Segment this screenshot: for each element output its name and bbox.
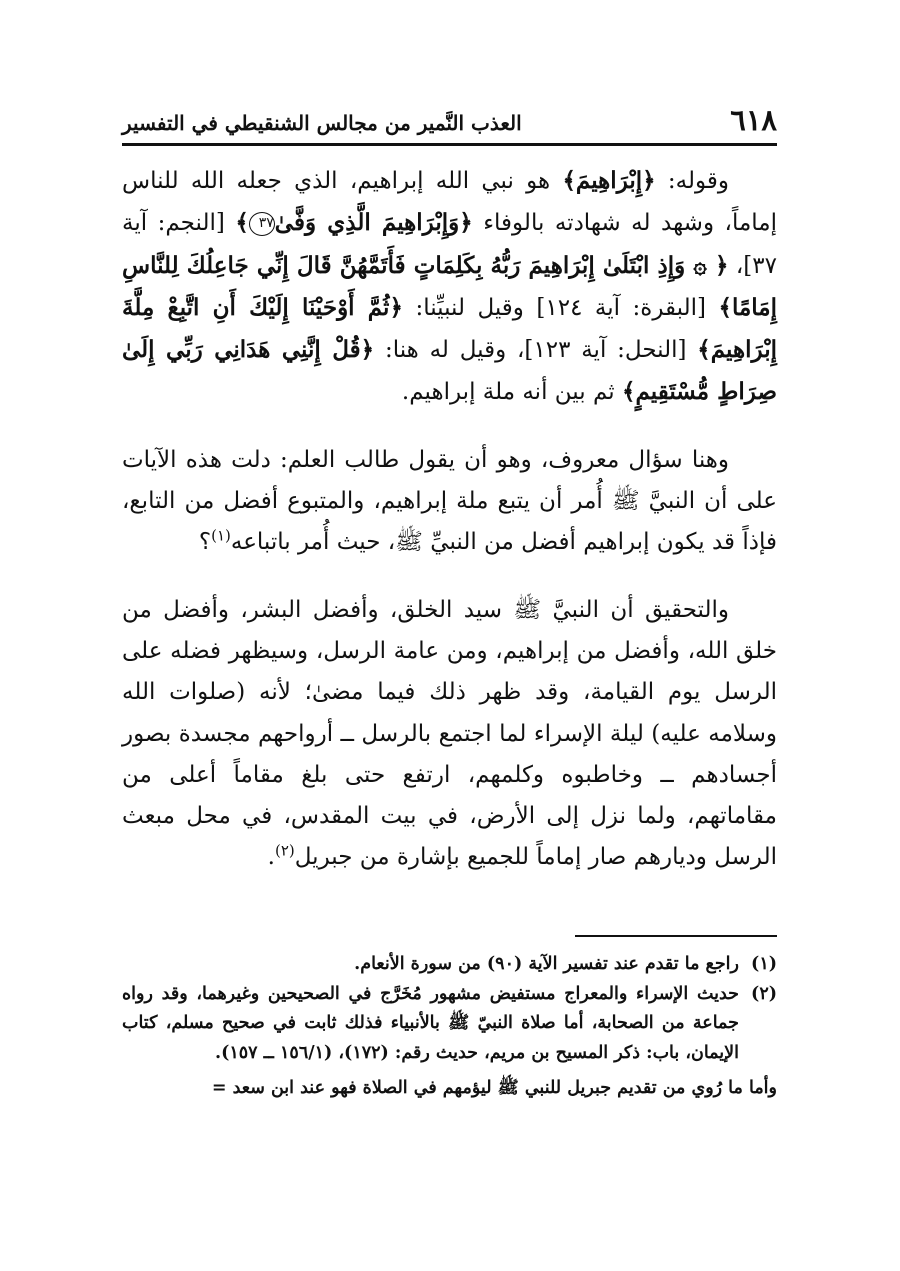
- footnotes: [122, 950, 777, 1104]
- footnote-continuation: وأما ما رُوي من تقديم جبريل للنبي ﷺ ليؤمهم في الصلاة فهو عند ابن سعد =: [211, 1078, 777, 1098]
- footnote-2: [122, 980, 777, 1069]
- running-title: العذب النَّمير من مجالس الشنقيطي في التفسير: [122, 111, 522, 135]
- text-segment: [النجم: آية ٣٧]،: [122, 210, 777, 279]
- paragraph-2: [122, 440, 777, 564]
- text-segment: وقوله:: [655, 168, 730, 194]
- main-text: [122, 160, 777, 879]
- text-segment: وهنا سؤال معروف، وهو أن يقول طالب العلم: دلت هذه الآيات على أن النبيَّ ﷺ أُمر أن يتبع ملة إبراهيم، والمتبوع أفضل من التابع، فإذاً قد يكون إبراهيم أفضل من النبيِّ ﷺ، حيث أُمر باتباعه: [122, 446, 777, 556]
- text-segment: .: [267, 844, 275, 871]
- page-number: ٦١٨: [730, 103, 777, 137]
- footnote-text: راجع ما تقدم عند تفسير الآية (٩٠) من سورة الأنعام.: [354, 954, 739, 974]
- footnote-number: (١): [751, 954, 777, 974]
- text-segment: ثم بين أنه ملة إبراهيم.: [401, 379, 622, 406]
- quran-quote: ﴿ثُمَّ أَوْحَيْنَا إِلَيْكَ أَنِ اتَّبِعْ مِلَّةَ إِبْرَاهِيمَ﴾: [122, 293, 777, 364]
- paragraph-3: [122, 590, 777, 879]
- quran-quote: ﴿ ۞ وَإِذِ ابْتَلَىٰ إِبْرَاهِيمَ رَبُّهُ بِكَلِمَاتٍ فَأَتَمَّهُنَّ قَالَ إِنِّي جَاعِلُكَ لِلنَّاسِ إِمَامًا﴾: [122, 251, 777, 321]
- footnote-text: حديث الإسراء والمعراج مستفيض مشهور مُخَرَّج في الصحيحين وغيرهما، وقد رواه جماعة من الصحابة، أما صلاة النبيّ ﷺ بالأنبياء فذلك ثابت في صحيح مسلم، كتاب الإيمان، باب: ذكر المسيح بن مريم، حديث رقم: (١٧٢)، (١٥٦/١ ــ ١٥٧).: [122, 983, 739, 1063]
- footnote-separator: [575, 935, 777, 937]
- footnote-ref-2[interactable]: (٢): [274, 841, 295, 860]
- text-segment: والتحقيق أن النبيَّ ﷺ سيد الخلق، وأفضل البشر، وأفضل من خلق الله، وأفضل من إبراهيم، ومن عامة الرسل، وسيظهر فضله على الرسل يوم القيامة، وقد ظهر ذلك فيما مضىٰ؛ لأنه (صلوات الله وسلامه عليه) ليلة الإسراء لما اجتمع بالرسل ــ أرواحهم مجسدة بصور أجسادهم ــ وخاطبوه وكلمهم، ارتفع حتى بلغ مقاماً أعلى من مقاماتهم، ولما نزل إلى الأرض، في بيت المقدس، في محل مبعث الرسل وديارهم صار إماماً للجميع بإشارة من جبريل: [122, 596, 777, 871]
- quran-quote: ﴿وَإِبْرَاهِيمَ الَّذِي وَفَّىٰ: [274, 209, 473, 237]
- page-header: [122, 102, 777, 142]
- text-segment: ؟: [198, 529, 212, 556]
- header-rule: [122, 143, 777, 146]
- quran-quote-end: ﴾: [235, 209, 249, 237]
- footnote-1: [122, 950, 777, 980]
- text-segment: [البقرة: آية ١٢٤] وقيل لنبيِّنا:: [402, 294, 719, 321]
- footnote-ref-1[interactable]: (١): [211, 526, 231, 545]
- footnote-number: (٢): [751, 983, 777, 1004]
- quran-quote: ﴿إِبْرَاهِيمَ﴾: [562, 167, 656, 194]
- quran-quote: ﴿قُلْ إِنَّنِي هَدَانِي رَبِّي إِلَىٰ صِرَاطٍ مُّسْتَقِيمٍ﴾: [122, 336, 777, 406]
- text-segment: [النحل: آية ١٢٣]، وقيل له هنا:: [374, 337, 698, 364]
- verse-number-mark: ٣٧: [249, 212, 275, 236]
- text-segment: هو نبي الله إبراهيم، الذي جعله الله للناس إماماً، وشهد له شهادته بالوفاء: [122, 168, 778, 237]
- paragraph-1: [122, 160, 777, 414]
